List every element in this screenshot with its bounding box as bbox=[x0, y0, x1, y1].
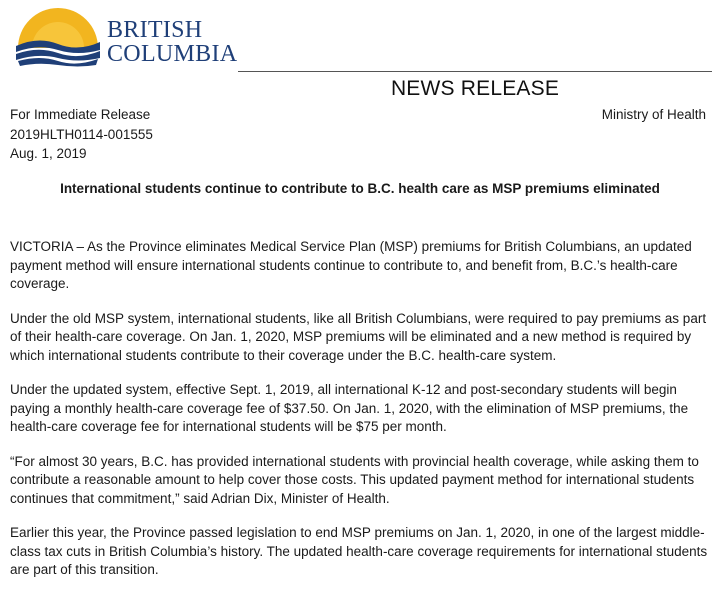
page-title: NEWS RELEASE bbox=[390, 77, 560, 100]
article-headline: International students continue to contribute to B.C. health care as MSP premiums eliminated bbox=[60, 181, 660, 196]
bc-sun-logo-icon bbox=[12, 6, 104, 68]
bc-logo bbox=[12, 6, 242, 70]
release-meta bbox=[10, 105, 153, 164]
logo-text-line2: COLUMBIA bbox=[107, 41, 238, 67]
paragraph: Under the updated system, effective Sept. 1, 2019, all international K-12 and post-secondary students will begin paying a monthly health-care coverage fee of $37.50. On Jan. 1, 2020, with the elimination of MSP premiums, the health-care coverage fee for international students will be $75 per month. bbox=[10, 382, 689, 434]
ministry-name: Ministry of Health bbox=[601, 107, 706, 122]
release-id: 2019HLTH0114-001555 bbox=[10, 126, 153, 142]
release-type: For Immediate Release bbox=[10, 107, 151, 122]
header-divider bbox=[238, 71, 712, 72]
logo-text-line1: BRITISH bbox=[107, 17, 203, 43]
article-body bbox=[10, 238, 710, 596]
paragraph: Earlier this year, the Province passed legislation to end MSP premiums on Jan. 1, 2020, in one of the largest middle-class tax cuts in British Columbia’s history. The updated health-care coverage requirements for international students are part of this transition. bbox=[10, 525, 708, 577]
release-date: Aug. 1, 2019 bbox=[10, 146, 87, 161]
paragraph: “For almost 30 years, B.C. has provided international students with provincial health coverage, while asking them to contribute a reasonable amount to help cover those costs. This updated payment method for international students continues that commitment,” said Adrian Dix, Minister of Health. bbox=[10, 453, 699, 506]
paragraph: VICTORIA – As the Province eliminates Medical Service Plan (MSP) premiums for British Columbians, an updated payment method will ensure international students continue to contribute to, and benefit from, B.C.’s health-care coverage. bbox=[10, 239, 692, 291]
paragraph: Under the old MSP system, international students, like all British Columbians, were required to pay premiums as part of their health-care coverage. On Jan. 1, 2020, MSP premiums will be eliminated and a new method is required by which international students contribute to their coverage under the B.C. health-care system. bbox=[10, 310, 707, 363]
